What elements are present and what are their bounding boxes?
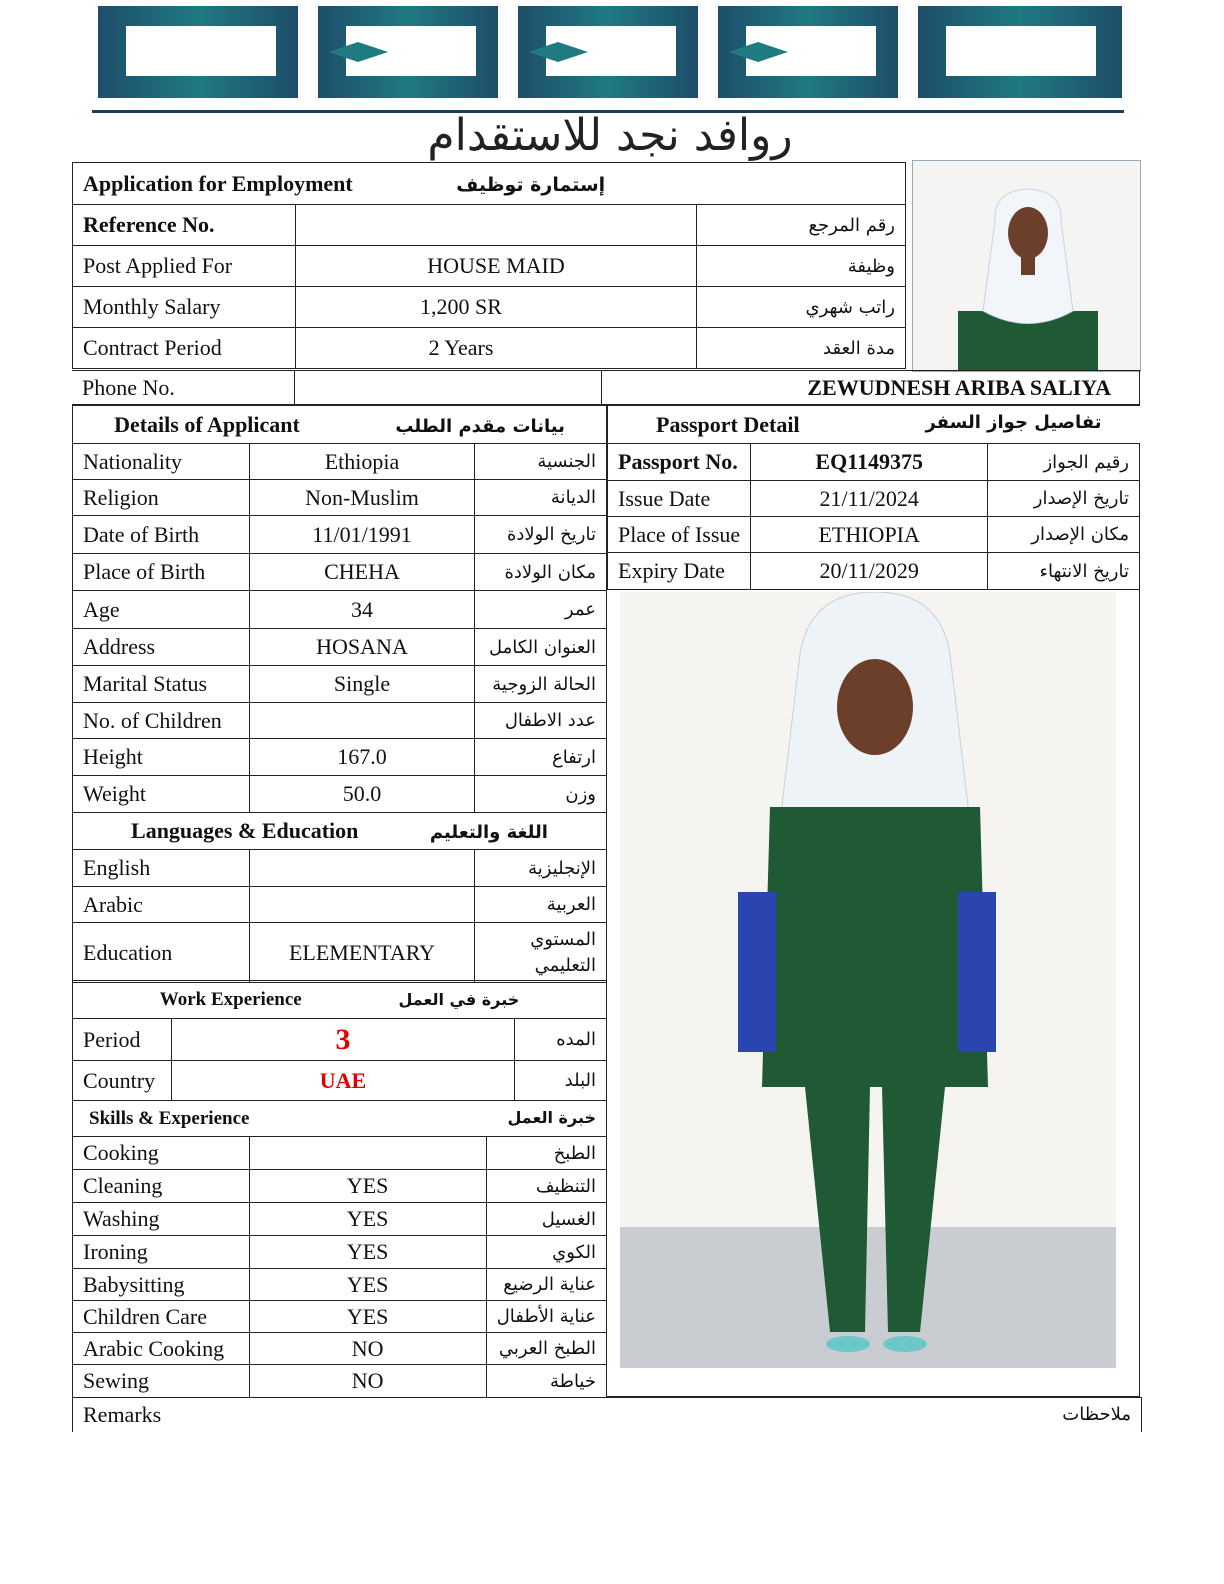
full-body-photo [620,592,1116,1368]
country-label-ar: البلد [515,1061,607,1101]
post-label-ar: وظيفة [697,246,906,287]
header-table [72,162,906,369]
passport-value: 21/11/2024 [751,481,988,517]
detail-label-ar: العنوان الكامل [475,629,607,666]
work-title-ar: خبرة في العمل [398,989,520,1009]
phone-value [295,371,602,405]
detail-label: Address [73,629,250,666]
work-title-cell [73,981,607,1019]
passport-label: Place of Issue [608,517,751,553]
detail-value: Single [250,666,475,703]
skills-title: Skills & Experience [89,1107,250,1129]
detail-label: Age [73,591,250,629]
remarks-row [72,1397,1142,1432]
passport-label: Passport No. [608,444,751,481]
languages-title: Languages & Education [131,818,359,843]
details-table [72,405,607,983]
skill-label-ar: عناية الأطفال [486,1301,606,1333]
detail-label: Date of Birth [73,516,250,554]
language-value [250,887,475,923]
detail-label: Place of Birth [73,554,250,591]
language-value [250,850,475,887]
passport-label-ar: تاريخ الإصدار [988,481,1140,517]
passport-title-ar: تفاصيل جواز السفر [925,411,1102,433]
detail-label: Religion [73,480,250,516]
detail-label: Nationality [73,444,250,480]
country-label: Country [73,1061,172,1101]
skills-title-ar: خبرة العمل [507,1107,596,1127]
application-title-ar: إستمارة توظيف [456,173,606,196]
passport-table [607,405,1140,590]
post-label: Post Applied For [73,246,296,287]
detail-label: Marital Status [73,666,250,703]
detail-value: Ethiopia [250,444,475,480]
remarks-label: Remarks [83,1402,162,1427]
salary-value: 1,200 SR [296,287,697,328]
country-value: UAE [172,1061,515,1101]
detail-label-ar: وزن [475,776,607,813]
detail-label: Weight [73,776,250,813]
passport-title-cell [608,406,1140,444]
detail-label-ar: عمر [475,591,607,629]
detail-value [250,703,475,739]
company-logo [98,6,1122,98]
detail-label-ar: الديانة [475,480,607,516]
skill-value: YES [249,1236,486,1269]
skill-value: YES [249,1301,486,1333]
company-name-arabic: روافد نجد للاستقدام [427,110,793,161]
reference-label: Reference No. [73,205,296,246]
detail-value: 11/01/1991 [250,516,475,554]
skill-label: Washing [73,1203,250,1236]
period-label: Period [73,1019,172,1061]
detail-value: 34 [250,591,475,629]
work-title: Work Experience [159,988,302,1010]
detail-value: CHEHA [250,554,475,591]
language-label: Arabic [73,887,250,923]
portrait-figure [913,161,1140,371]
detail-label: Height [73,739,250,776]
passport-label-ar: مكان الإصدار [988,517,1140,553]
phone-name-table [72,370,1140,405]
passport-title: Passport Detail [656,411,800,437]
language-label-ar: العربية [475,887,607,923]
skill-label-ar: عناية الرضيع [486,1269,606,1301]
passport-value: ETHIOPIA [751,517,988,553]
skill-value: NO [249,1365,486,1398]
application-title-cell [73,163,906,205]
detail-label-ar: تاريخ الولادة [475,516,607,554]
detail-value: Non-Muslim [250,480,475,516]
language-label-ar: الإنجليزية [475,850,607,887]
skill-label-ar: خياطة [486,1365,606,1398]
skill-value [249,1137,486,1170]
period-label-ar: المده [515,1019,607,1061]
detail-label: No. of Children [73,703,250,739]
skill-value: YES [249,1269,486,1301]
skill-label: Babysitting [73,1269,250,1301]
skill-label: Sewing [73,1365,250,1398]
skill-label-ar: الطبخ العربي [486,1333,606,1365]
contract-value: 2 Years [296,328,697,369]
phone-label: Phone No. [72,371,295,405]
skills-title-cell [73,1101,607,1137]
post-value: HOUSE MAID [296,246,697,287]
education-label: Education [73,923,250,983]
education-value: ELEMENTARY [250,923,475,983]
skill-label: Arabic Cooking [73,1333,250,1365]
skill-value: YES [249,1170,486,1203]
passport-label: Issue Date [608,481,751,517]
skill-label-ar: الكوي [486,1236,606,1269]
skill-value: YES [249,1203,486,1236]
details-title-ar: بيانات مقدم الطلب [395,415,565,437]
detail-value: 50.0 [250,776,475,813]
salary-label: Monthly Salary [73,287,296,328]
reference-label-ar: رقم المرجع [697,205,906,246]
application-title: Application for Employment [83,170,353,196]
contract-label: Contract Period [73,328,296,369]
skill-label-ar: الغسيل [486,1203,606,1236]
period-value: 3 [172,1019,515,1061]
detail-label-ar: الحالة الزوجية [475,666,607,703]
passport-value: EQ1149375 [751,444,988,481]
detail-label-ar: ارتفاع [475,739,607,776]
detail-value: 167.0 [250,739,475,776]
skill-label-ar: الطبخ [486,1137,606,1170]
skill-label-ar: التنظيف [486,1170,606,1203]
skill-value: NO [249,1333,486,1365]
full-body-figure [620,592,1116,1368]
detail-label-ar: عدد الاطفال [475,703,607,739]
passport-value: 20/11/2029 [751,553,988,590]
skill-label: Cooking [73,1137,250,1170]
skill-label: Children Care [73,1301,250,1333]
language-label: English [73,850,250,887]
work-table [72,980,607,1101]
languages-title-cell [73,813,607,850]
reference-value [296,205,697,246]
skills-table [72,1100,607,1398]
applicant-name: ZEWUDNESH ARIBA SALIYA [602,371,1140,405]
detail-value: HOSANA [250,629,475,666]
salary-label-ar: راتب شهري [697,287,906,328]
detail-label-ar: الجنسية [475,444,607,480]
education-label-ar: المستوي التعليمي [475,923,607,983]
portrait-photo [912,160,1141,372]
passport-label-ar: رقيم الجواز [988,444,1140,481]
details-title-cell [73,406,607,444]
remarks-label-ar: ملاحظات [1062,1404,1131,1425]
languages-title-ar: اللغة والتعليم [429,822,548,843]
passport-label-ar: تاريخ الانتهاء [988,553,1140,590]
details-title: Details of Applicant [114,411,300,437]
passport-label: Expiry Date [608,553,751,590]
detail-label-ar: مكان الولادة [475,554,607,591]
skill-label: Ironing [73,1236,250,1269]
contract-label-ar: مدة العقد [697,328,906,369]
skill-label: Cleaning [73,1170,250,1203]
